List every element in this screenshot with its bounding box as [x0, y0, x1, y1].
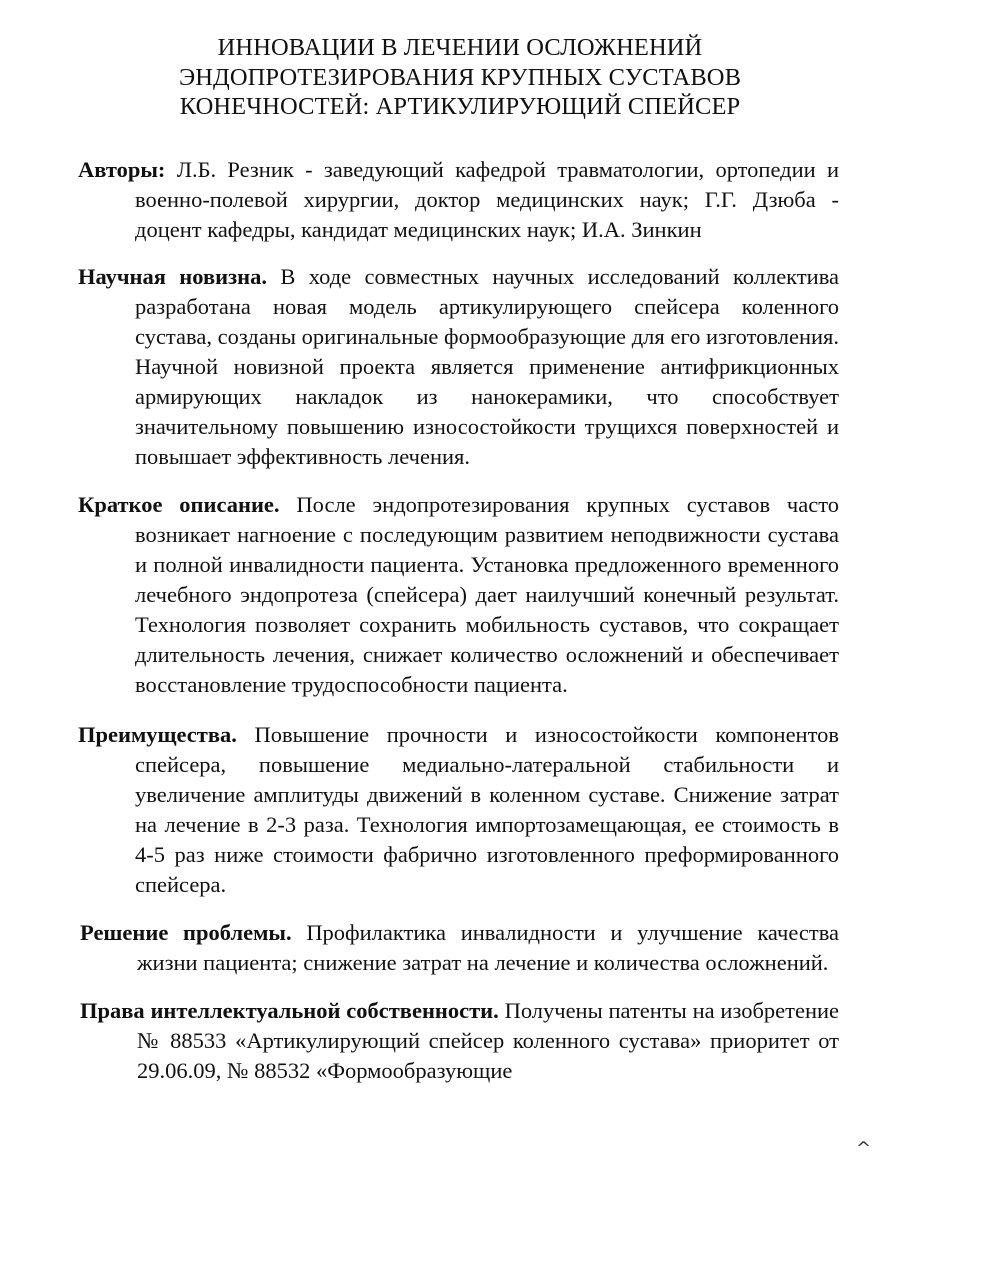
title-line-2: ЭНДОПРОТЕЗИРОВАНИЯ КРУПНЫХ СУСТАВОВ: [178, 63, 742, 91]
document-body: [78, 155, 839, 1106]
section-text: После эндопротезирования крупных суставов часто возникает нагноение с последующим развитием неподвижности сустава и полной инвалидности пациента. Установка предложенного временного лечебного эндопротеза (спейсера) дает наилучший конечный результат. Технология позволяет сохранить мобильность суставов, что сокращает длительность лечения, снижает количество осложнений и обеспечивает восстановление трудоспособности пациента.: [135, 492, 840, 697]
page-title: [80, 33, 840, 122]
section-label: Научная новизна.: [78, 264, 267, 289]
section-text: Л.Б. Резник - заведующий кафедрой травматологии, ортопедии и военно-полевой хирургии, доктор медицинских наук; Г.Г. Дзюба - доцент кафедры, кандидат медицинских наук; И.А. Зинкин: [135, 157, 840, 242]
section-advantages: [78, 720, 839, 900]
section-label: Краткое описание.: [78, 492, 280, 517]
caret-up-icon[interactable]: ^: [856, 1138, 872, 1159]
section-intellectual-property: [80, 996, 839, 1086]
section-text: Повышение прочности и износостойкости компонентов спейсера, повышение медиально-латеральной стабильности и увеличение амплитуды движений в коленном суставе. Снижение затрат на лечение в 2-3 раза. Технология импортозамещающая, ее стоимость в 4-5 раз ниже стоимости фабрично изготовленного преформированного спейсера.: [135, 722, 840, 897]
section-label: Авторы:: [78, 157, 166, 182]
section-text: Получены патенты на изобретение № 88533 «Артикулирующий спейсер коленного сустава» приоритет от 29.06.09, № 88532 «Формообразующие: [137, 998, 840, 1083]
section-text: Профилактика инвалидности и улучшение качества жизни пациента; снижение затрат на лечение и количества осложнений.: [137, 920, 840, 975]
section-label: Права интеллектуальной собственности.: [80, 998, 499, 1023]
title-line-1: ИННОВАЦИИ В ЛЕЧЕНИИ ОСЛОЖНЕНИЙ: [217, 34, 703, 61]
title-line-3: КОНЕЧНОСТЕЙ: АРТИКУЛИРУЮЩИЙ СПЕЙСЕР: [179, 93, 741, 120]
section-text: В ходе совместных научных исследований коллектива разработана новая модель артикулирующего спейсера коленного сустава, созданы оригинальные формообразующие для его изготовления. Научной новизной проекта является применение антифрикционных армирующих накладок из нанокерамики, что способствует значительному повышению износостойкости трущихся поверхностей и повышает эффективность лечения.: [135, 264, 840, 469]
section-scientific-novelty: [78, 262, 839, 472]
section-short-description: [78, 490, 839, 700]
section-label: Преимущества.: [78, 722, 237, 747]
section-problem-solution: [80, 918, 839, 978]
section-authors: [78, 155, 839, 245]
section-label: Решение проблемы.: [80, 920, 292, 945]
